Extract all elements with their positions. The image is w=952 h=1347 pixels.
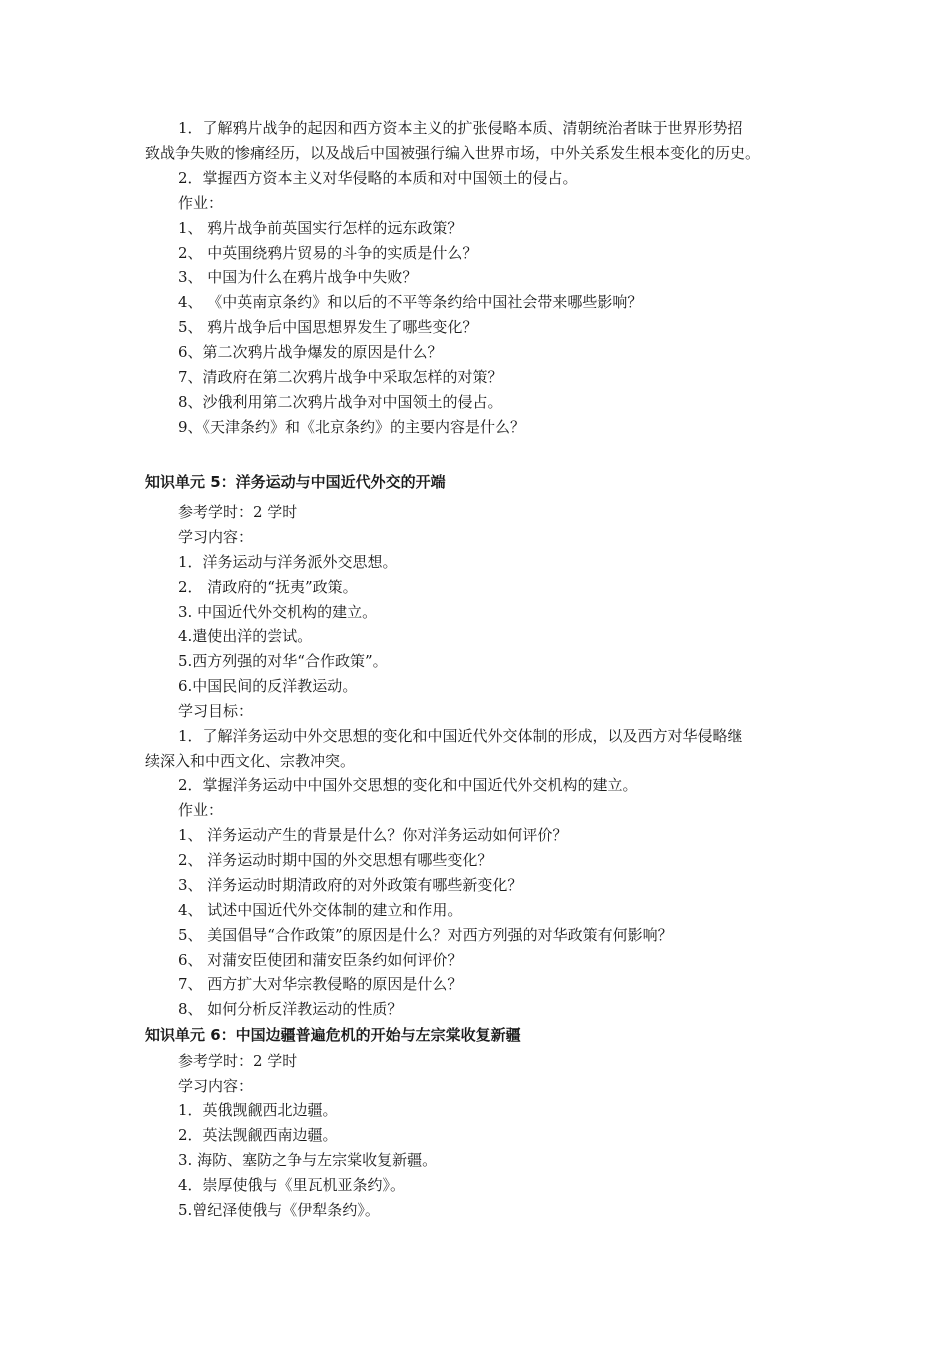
homework-item: 3、 中国为什么在鸦片战争中失败？: [178, 268, 418, 286]
homework-item: 4、 《中英南京条约》和以后的不平等条约给中国社会带来哪些影响？: [178, 293, 643, 311]
homework-item: 2、 中英围绕鸦片贸易的斗争的实质是什么？: [178, 244, 478, 262]
goals-label: 学习目标：: [178, 702, 254, 720]
content-item: 3. 中国近代外交机构的建立。: [178, 603, 378, 621]
section-heading: 知识单元 5：洋务运动与中国近代外交的开端: [145, 473, 446, 491]
section-heading: 知识单元 6：中国边疆普遍危机的开始与左宗棠收复新疆: [145, 1026, 521, 1044]
goal-text: 2．掌握洋务运动中中国外交思想的变化和中国近代外交机构的建立。: [178, 776, 638, 794]
homework-item: 5、 美国倡导“合作政策”的原因是什么？对西方列强的对华政策有何影响？: [178, 926, 673, 944]
homework-item: 9、《天津条约》和《北京条约》的主要内容是什么？: [178, 418, 526, 436]
content-item: 4．崇厚使俄与《里瓦机亚条约》。: [178, 1176, 406, 1194]
homework-item: 1、 鸦片战争前英国实行怎样的远东政策？: [178, 219, 463, 237]
homework-label: 作业：: [178, 194, 224, 212]
goal-text: 致战争失败的惨痛经历，以及战后中国被强行编入世界市场，中外关系发生根本变化的历史。: [145, 144, 761, 162]
homework-item: 3、 洋务运动时期清政府的对外政策有哪些新变化？: [178, 876, 523, 894]
content-item: 6.中国民间的反洋教运动。: [178, 677, 358, 695]
homework-item: 1、 洋务运动产生的背景是什么？你对洋务运动如何评价？: [178, 826, 568, 844]
homework-item: 8、 如何分析反洋教运动的性质？: [178, 1000, 403, 1018]
homework-item: 7、清政府在第二次鸦片战争中采取怎样的对策？: [178, 368, 503, 386]
content-item: 2．英法觊觎西南边疆。: [178, 1126, 338, 1144]
goal-text: 2．掌握西方资本主义对华侵略的本质和对中国领土的侵占。: [178, 169, 578, 187]
homework-item: 5、 鸦片战争后中国思想界发生了哪些变化？: [178, 318, 478, 336]
homework-label: 作业：: [178, 801, 224, 819]
goal-text: 1．了解鸦片战争的起因和西方资本主义的扩张侵略本质、清朝统治者昧于世界形势招: [178, 119, 743, 137]
homework-item: 8、沙俄利用第二次鸦片战争对中国领土的侵占。: [178, 393, 503, 411]
homework-item: 6、第二次鸦片战争爆发的原因是什么？: [178, 343, 443, 361]
homework-item: 6、 对蒲安臣使团和蒲安臣条约如何评价？: [178, 951, 463, 969]
homework-item: 7、 西方扩大对华宗教侵略的原因是什么？: [178, 975, 463, 993]
content-item: 1．英俄觊觎西北边疆。: [178, 1101, 338, 1119]
content-label: 学习内容：: [178, 528, 254, 546]
homework-item: 2、 洋务运动时期中国的外交思想有哪些变化？: [178, 851, 493, 869]
content-item: 1．洋务运动与洋务派外交思想。: [178, 553, 398, 571]
goal-text: 续深入和中西文化、宗教冲突。: [145, 752, 356, 770]
content-label: 学习内容：: [178, 1077, 254, 1095]
reference-hours: 参考学时：2 学时: [178, 1052, 298, 1070]
content-item: 5.西方列强的对华“合作政策”。: [178, 652, 388, 670]
content-item: 2． 清政府的“抚夷”政策。: [178, 578, 358, 596]
homework-item: 4、 试述中国近代外交体制的建立和作用。: [178, 901, 463, 919]
content-item: 3. 海防、塞防之争与左宗棠收复新疆。: [178, 1151, 438, 1169]
content-item: 5.曾纪泽使俄与《伊犁条约》。: [178, 1201, 380, 1219]
content-item: 4.遣使出洋的尝试。: [178, 627, 313, 645]
reference-hours: 参考学时：2 学时: [178, 503, 298, 521]
goal-text: 1．了解洋务运动中外交思想的变化和中国近代外交体制的形成，以及西方对华侵略继: [178, 727, 743, 745]
